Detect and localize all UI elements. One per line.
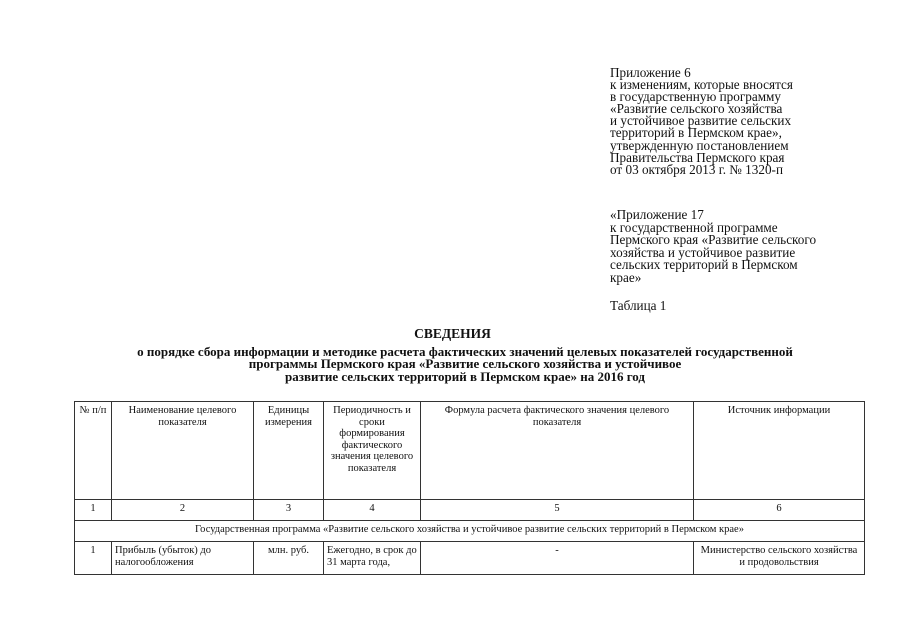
source-cell: Министерство сельского хозяйства и продовольствия xyxy=(694,542,865,575)
column-number-cell: 6 xyxy=(694,500,865,521)
header-cell-period: Периодичность и сроки формирования фактического значения целевого показателя xyxy=(324,402,421,500)
period-cell: Ежегодно, в срок до 31 марта года, xyxy=(324,542,421,575)
indicators-table xyxy=(74,401,865,575)
header-cell-unit: Единицы измерения xyxy=(254,402,324,500)
header-cell-number: № п/п xyxy=(75,402,112,500)
header-cell-formula: Формула расчета фактического значения целевого показателя xyxy=(421,402,694,500)
section-row xyxy=(75,521,865,542)
unit-cell: млн. руб. xyxy=(254,542,324,575)
document-subtitle: о порядке сбора информации и методике расчета фактических значений целевых показателей государственной программы Пермского края «Развитие сельского хозяйства и устойчивое развитие сельских территорий в Пермском крае» на 2016 год xyxy=(137,344,793,384)
header-cell-name: Наименование целевого показателя xyxy=(112,402,254,500)
column-number-cell: 2 xyxy=(112,500,254,521)
column-number-cell: 5 xyxy=(421,500,694,521)
column-number-cell: 1 xyxy=(75,500,112,521)
row-number-cell: 1 xyxy=(75,542,112,575)
column-number-row xyxy=(75,500,865,521)
section-title-cell: Государственная программа «Развитие сельского хозяйства и устойчивое развитие сельских территорий в Пермском крае» xyxy=(75,521,865,542)
column-number-cell: 3 xyxy=(254,500,324,521)
appendix-6-block: Приложение 6 к изменениям, которые вносятся в государственную программу «Развитие сельского хозяйства и устойчивое развитие сельских территорий в Пермском крае», утвержденную постановлением Правительства Пермского края от 03 октября 2013 г. № 1320-п xyxy=(610,65,793,177)
table-row xyxy=(75,542,865,575)
header-cell-source: Источник информации xyxy=(694,402,865,500)
document-title: СВЕДЕНИЯ xyxy=(414,326,491,341)
indicator-name-cell: Прибыль (убыток) до налогообложения xyxy=(112,542,254,575)
appendix-17-block: «Приложение 17 к государственной программе Пермского края «Развитие сельского хозяйства и устойчивое развитие сельских территорий в Пермском крае» xyxy=(610,207,817,285)
formula-cell: - xyxy=(421,542,694,575)
table-label: Таблица 1 xyxy=(610,298,667,313)
table-header-row xyxy=(75,402,865,500)
column-number-cell: 4 xyxy=(324,500,421,521)
